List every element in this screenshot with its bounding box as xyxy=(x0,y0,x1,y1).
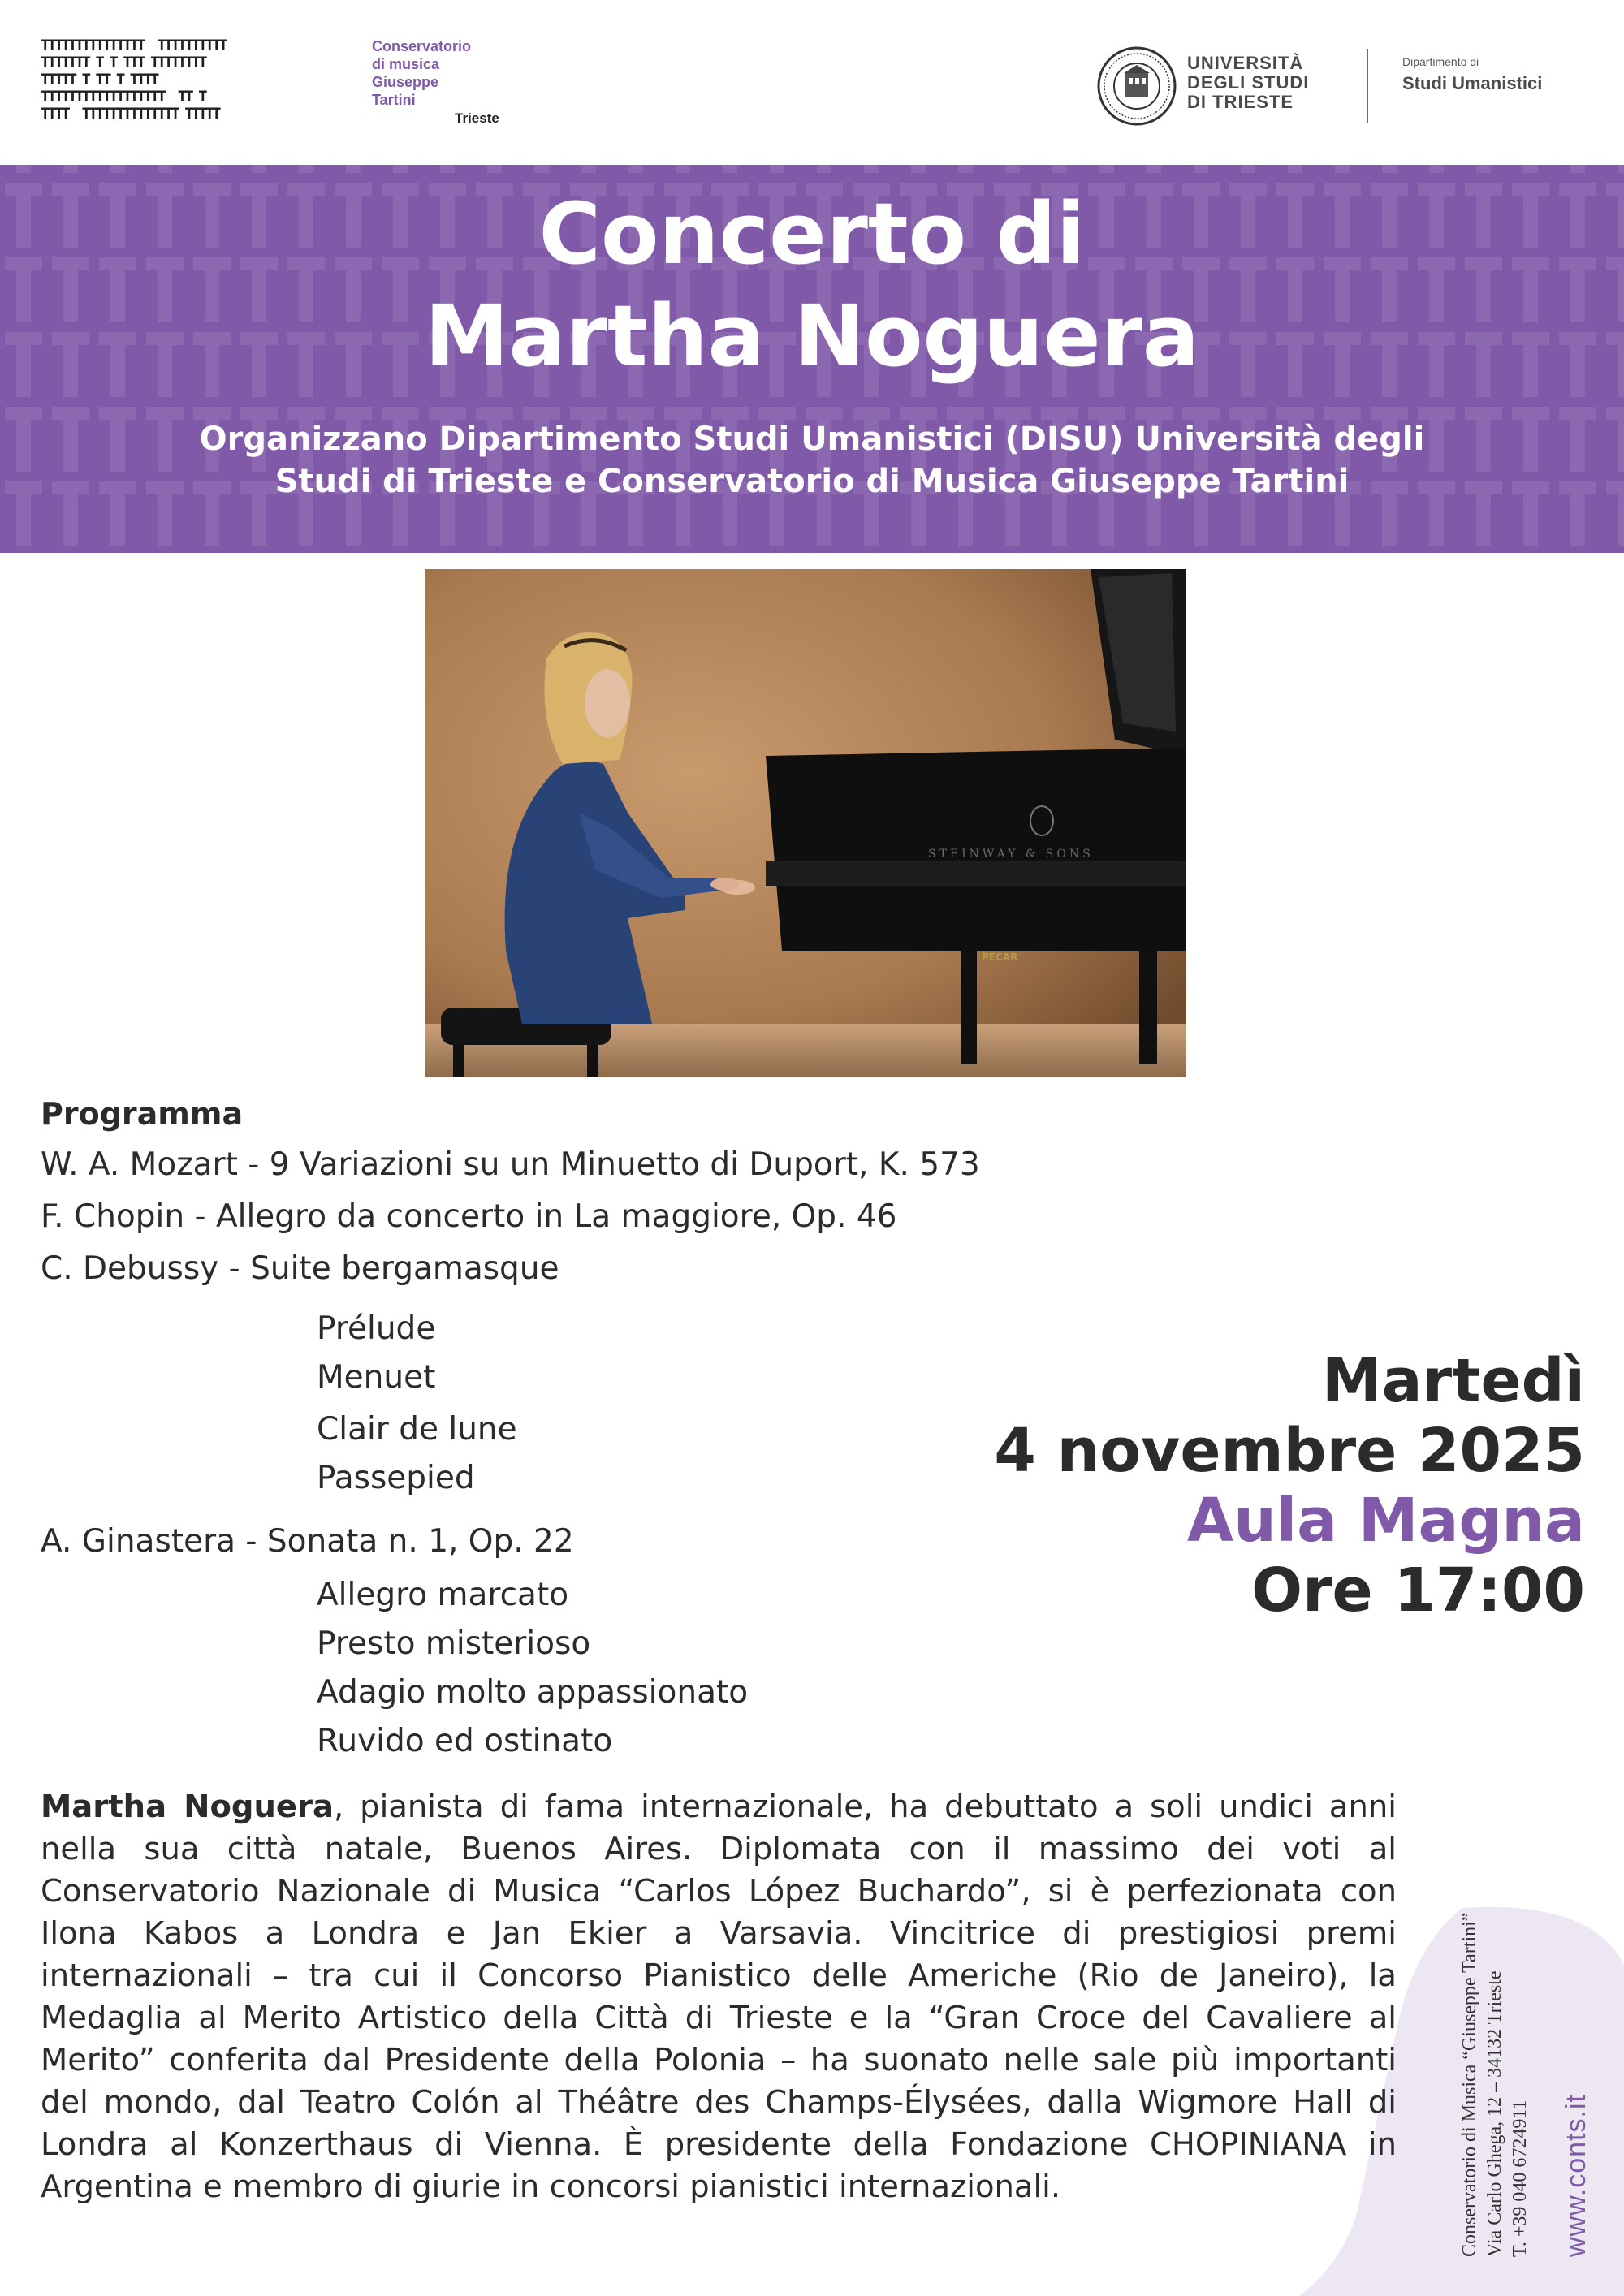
event-date: 4 novembre 2025 xyxy=(994,1416,1585,1486)
pianist-photo-image xyxy=(425,569,1186,1077)
biography-text: , pianista di fama internazionale, ha debuttato a soli undici anni nella sua città natale, Buenos Aires. Diplomata con il massimo dei voti al Conservatorio Nazionale di Musica “Carlos López Buchardo”, si è perfezionata con Ilona Kabos a Londra e Jan Ekier a Varsavia. Vincitrice di prestigiosi premi internazionali – tra cui il Concorso Pianistico delle Americhe (Rio de Janeiro), la Medaglia al Merito Artistico della Città di Trieste e la “Gran Croce del Cavaliere al Merito” conferita dal Presidente della Polonia – ha suonato nelle sale più importanti del mondo, dal Teatro Colón al Théâtre des Champs-Élysées, dalla Wigmore Hall di Londra al Konzerthaus di Vienna. È presidente della Fondazione CHOPINIANA in Argentina e membro di giurie in concorsi pianistici internazionali. xyxy=(41,1789,1397,2205)
program-movement: Passepied xyxy=(317,1460,475,1496)
program-item: A. Ginastera - Sonata n. 1, Op. 22 xyxy=(41,1523,574,1560)
university-name-line: UNIVERSITÀ xyxy=(1187,53,1304,73)
university-name-line: DEGLI STUDI xyxy=(1187,72,1310,93)
program-movement: Presto misterioso xyxy=(317,1625,591,1662)
conservatory-name xyxy=(372,37,502,109)
piano-plate-text: PECAR xyxy=(982,952,1018,963)
header-divider xyxy=(1367,49,1368,123)
university-name-line: DI TRIESTE xyxy=(1187,92,1294,112)
concert-title-line2: Martha Noguera xyxy=(424,287,1200,386)
conservatory-name-line: Giuseppe xyxy=(372,74,439,90)
address-line: Conservatorio di Musica “Giuseppe Tartini” xyxy=(1459,1912,1480,2257)
program-item: W. A. Mozart - 9 Variazioni su un Minuetto di Duport, K. 573 xyxy=(41,1146,980,1183)
program-item: C. Debussy - Suite bergamasque xyxy=(41,1250,559,1287)
event-info xyxy=(994,1346,1585,1625)
website-link[interactable]: www.conts.it xyxy=(1561,2094,1592,2257)
concert-title xyxy=(0,183,1624,387)
program-movement: Allegro marcato xyxy=(317,1577,569,1613)
organizers-line2: Studi di Trieste e Conservatorio di Musica Giuseppe Tartini xyxy=(274,463,1350,500)
event-day: Martedì xyxy=(1322,1346,1585,1416)
concert-title-line1: Concerto di xyxy=(538,184,1086,283)
pianist-photo xyxy=(425,569,1186,1077)
program-movement: Ruvido ed ostinato xyxy=(317,1723,613,1759)
conservatory-logo-mark: TTTTTTTTTTTTTTT TTTTTTTTTT TTTTTTT T T TTT TTTTTTTT TTTTT T TT T TTTT TTTTTTTTTTTTTTTTTT TT T TTTT TTTTTTTTTTTTTT TTTTT xyxy=(41,37,226,123)
event-time: Ore 17:00 xyxy=(1251,1556,1585,1625)
conservatory-name-line: Conservatorio xyxy=(372,38,472,54)
event-venue: Aula Magna xyxy=(1186,1486,1585,1556)
conservatory-name-line: di musica xyxy=(372,56,440,72)
address-line: Via Carlo Ghega, 12 – 34132 Trieste xyxy=(1484,1970,1505,2257)
phone-line: T. +39 040 6724911 xyxy=(1510,2100,1531,2257)
program-item: F. Chopin - Allegro da concerto in La maggiore, Op. 46 xyxy=(41,1198,897,1235)
conservatory-address xyxy=(1458,1913,1533,2257)
department-label: Dipartimento di xyxy=(1402,55,1479,68)
artist-biography xyxy=(41,1786,1397,2208)
artist-name: Martha Noguera xyxy=(41,1789,334,1825)
organizers-line1: Organizzano Dipartimento Studi Umanistici (DISU) Università degli xyxy=(199,421,1425,458)
conservatory-name-line: Tartini xyxy=(372,92,416,108)
university-name xyxy=(1187,54,1333,112)
program-movement: Prélude xyxy=(317,1310,436,1347)
program-movement: Menuet xyxy=(317,1359,436,1396)
university-seal-icon xyxy=(1096,45,1177,127)
program-movement: Adagio molto appassionato xyxy=(317,1674,749,1711)
conservatory-city: Trieste xyxy=(455,110,499,126)
organizers-text xyxy=(0,418,1624,503)
program-movement: Clair de lune xyxy=(317,1411,517,1448)
piano-brand-text: STEINWAY & SONS xyxy=(928,848,1094,861)
department-name: Studi Umanistici xyxy=(1402,73,1543,93)
program-heading: Programma xyxy=(41,1096,244,1132)
title-banner xyxy=(0,165,1624,553)
